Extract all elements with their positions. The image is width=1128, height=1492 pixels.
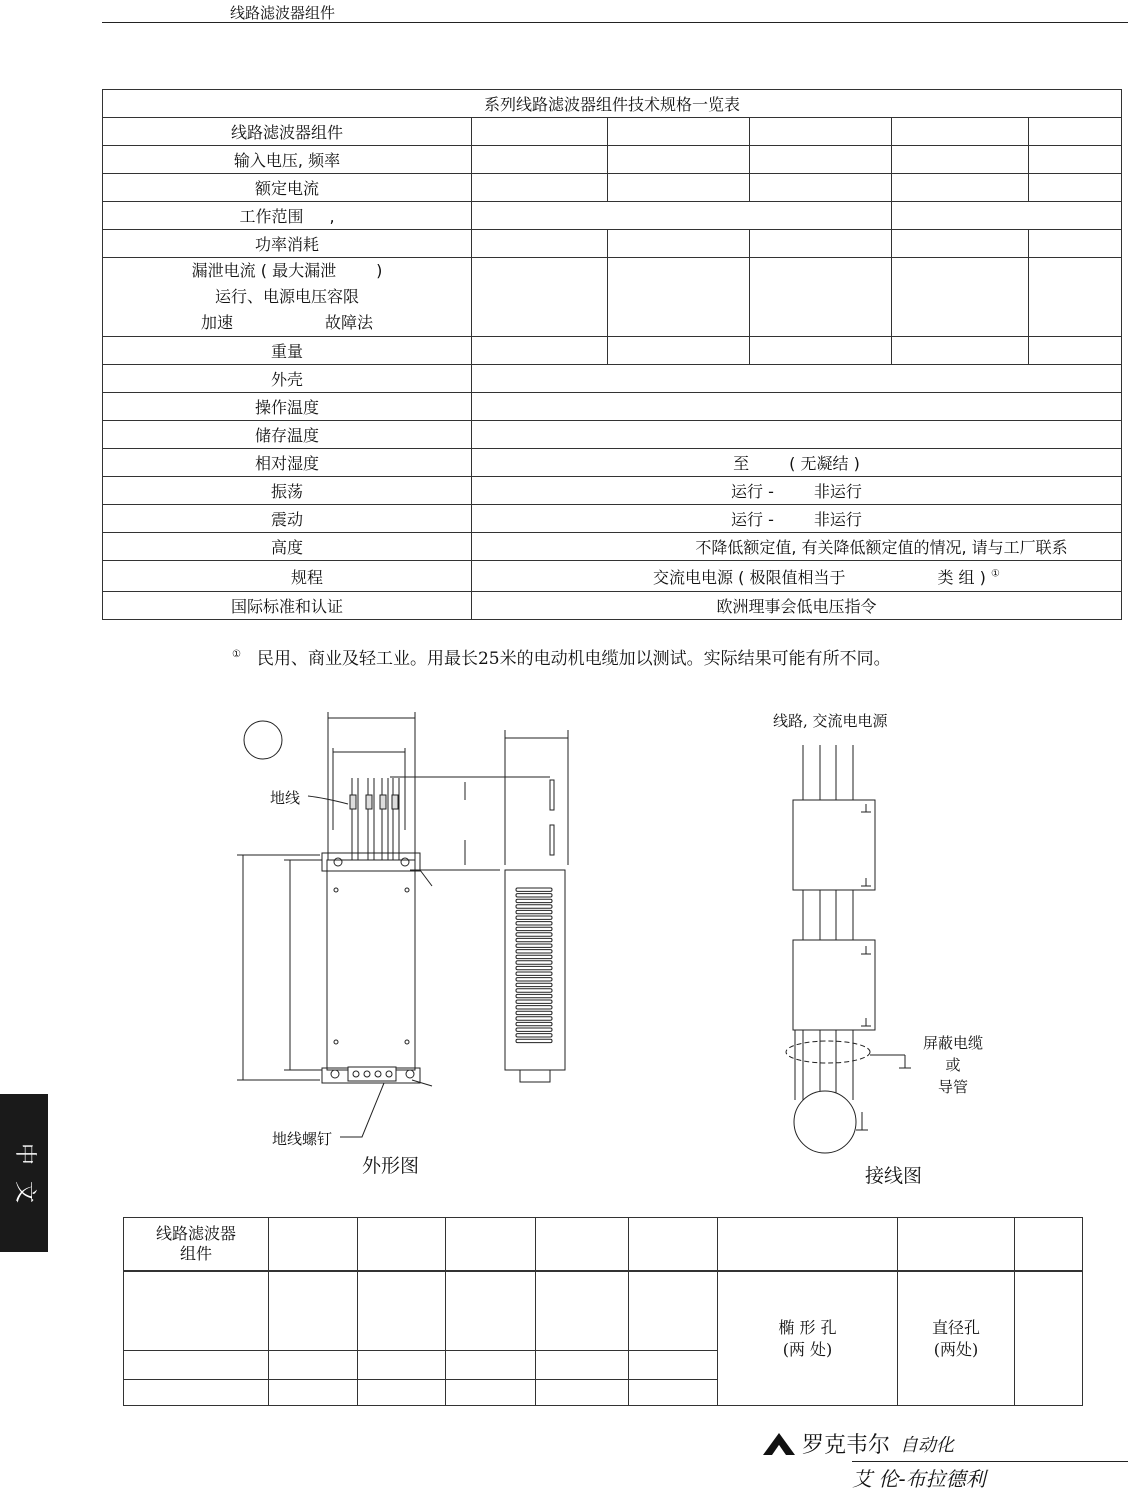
vent-slot [516, 888, 552, 891]
row-value: 至 ( 无凝结 ) [472, 449, 1122, 477]
footnote-mark: ① [232, 649, 241, 661]
table-row [103, 421, 1122, 449]
footnote: ① 民用、商业及轻工业。用最长25米的电动机电缆加以测试。实际结果可能有所不同。 [232, 649, 891, 669]
vent-slots [516, 888, 552, 1043]
outline-caption: 外形图 [362, 1155, 420, 1177]
wiring-diagram [786, 745, 911, 1153]
hole-cell: 直径孔 (两处) [898, 1271, 1015, 1406]
row-value: 运行 - 非运行 [472, 505, 1122, 533]
footer-rule [852, 1461, 1128, 1462]
row-label: 外壳 [103, 365, 472, 393]
technical-drawing [0, 700, 1128, 1200]
brand-name: 罗克韦尔 [802, 1433, 891, 1458]
table-row [124, 1271, 1083, 1351]
row-label: 输入电压, 频率 [103, 146, 472, 174]
vent-slot [516, 933, 552, 936]
row-label: 相对湿度 [103, 449, 472, 477]
vent-slot [516, 1034, 552, 1037]
vent-slot [516, 922, 552, 925]
vent-slot [516, 938, 552, 941]
row-value: 运行 - 非运行 [472, 477, 1122, 505]
line-supply-label: 线路, 交流电电源 [773, 712, 888, 730]
row-label: 功率消耗 [103, 230, 472, 258]
vent-slot [516, 983, 552, 986]
filter-body-front [327, 860, 415, 1070]
row-label: 国际标准和认证 [103, 592, 472, 620]
vent-slot [516, 1017, 552, 1020]
table-row [103, 365, 1122, 393]
table-row [103, 174, 1122, 202]
table-row [124, 1218, 1083, 1272]
table-row [103, 477, 1122, 505]
vent-slot [516, 910, 552, 913]
ground-wire-label: 地线 [270, 789, 301, 807]
language-side-tab: 中 文 [0, 1094, 48, 1252]
row-label: 震动 [103, 505, 472, 533]
vent-slot [516, 961, 552, 964]
vent-slot [516, 916, 552, 919]
row-label: 额定电流 [103, 174, 472, 202]
vent-slot [516, 955, 552, 958]
row-label: 线路滤波器组件 [103, 118, 472, 146]
table-row [103, 561, 1122, 592]
row-label: 重量 [103, 337, 472, 365]
row-label: 高度 [103, 533, 472, 561]
table-row [103, 230, 1122, 258]
vent-slot [516, 966, 552, 969]
brand-sub: 自动化 [900, 1434, 955, 1456]
vent-slot [516, 944, 552, 947]
ground-screw-label: 地线螺钉 [272, 1130, 333, 1148]
motor-circle [794, 1091, 856, 1153]
view-marker-circle [244, 721, 282, 759]
vent-slot [516, 1011, 552, 1014]
vent-slot [516, 1039, 552, 1042]
row-value: 交流电电源 ( 极限值相当于 类 组 ) ① [472, 561, 1122, 592]
table-row [103, 449, 1122, 477]
vent-slot [516, 1006, 552, 1009]
shielded-cable-label: 屏蔽电缆 或 导管 [922, 1034, 983, 1096]
vent-slot [516, 978, 552, 981]
vent-slot [516, 1000, 552, 1003]
filter-wires [350, 778, 399, 860]
spec-table-title: 系列线路滤波器组件技术规格一览表 [103, 90, 1122, 118]
table-row [103, 393, 1122, 421]
row-label: 工作范围 , [103, 202, 472, 230]
vent-slot [516, 905, 552, 908]
table-row [103, 592, 1122, 620]
table-row [103, 202, 1122, 230]
slot-cell: 椭 形 孔 (两 处) [718, 1271, 898, 1406]
partner-name: 艾 伦-布拉德利 [852, 1467, 986, 1491]
row-label: 振荡 [103, 477, 472, 505]
vent-slot [516, 950, 552, 953]
table-row [103, 258, 1122, 337]
row-value: 不降低额定值, 有关降低额定值的情况, 请与工厂联系 [472, 533, 1122, 561]
header-rule [102, 22, 1128, 23]
row-label: 储存温度 [103, 421, 472, 449]
filter-box [793, 800, 875, 890]
table-row [103, 118, 1122, 146]
table-row [103, 533, 1122, 561]
table-row [103, 146, 1122, 174]
vent-slot [516, 899, 552, 902]
vent-slot [516, 1028, 552, 1031]
row-value: 欧洲理事会低电压指令 [472, 592, 1122, 620]
vent-slot [516, 1022, 552, 1025]
vent-slot [516, 972, 552, 975]
table-row [103, 505, 1122, 533]
footer-logo [762, 1428, 954, 1459]
brand-logo-icon [762, 1432, 796, 1456]
vent-slot [516, 927, 552, 930]
terminal-block [348, 1067, 396, 1081]
row-label: 操作温度 [103, 393, 472, 421]
dimension-table [123, 1217, 1083, 1406]
spec-table [102, 89, 1122, 620]
vent-slot [516, 894, 552, 897]
table-row [103, 337, 1122, 365]
shield-loop [786, 1041, 870, 1063]
row-label: 规程 [103, 561, 472, 592]
header-title: 线路滤波器组件 [230, 4, 336, 22]
wiring-caption: 接线图 [865, 1165, 923, 1187]
vent-slot [516, 994, 552, 997]
dim-header: 线路滤波器 组件 [124, 1218, 269, 1272]
row-label: 漏泄电流 ( 最大漏泄 ) 运行、电源电压容限 加速 故障法 [103, 258, 472, 337]
vent-slot [516, 989, 552, 992]
